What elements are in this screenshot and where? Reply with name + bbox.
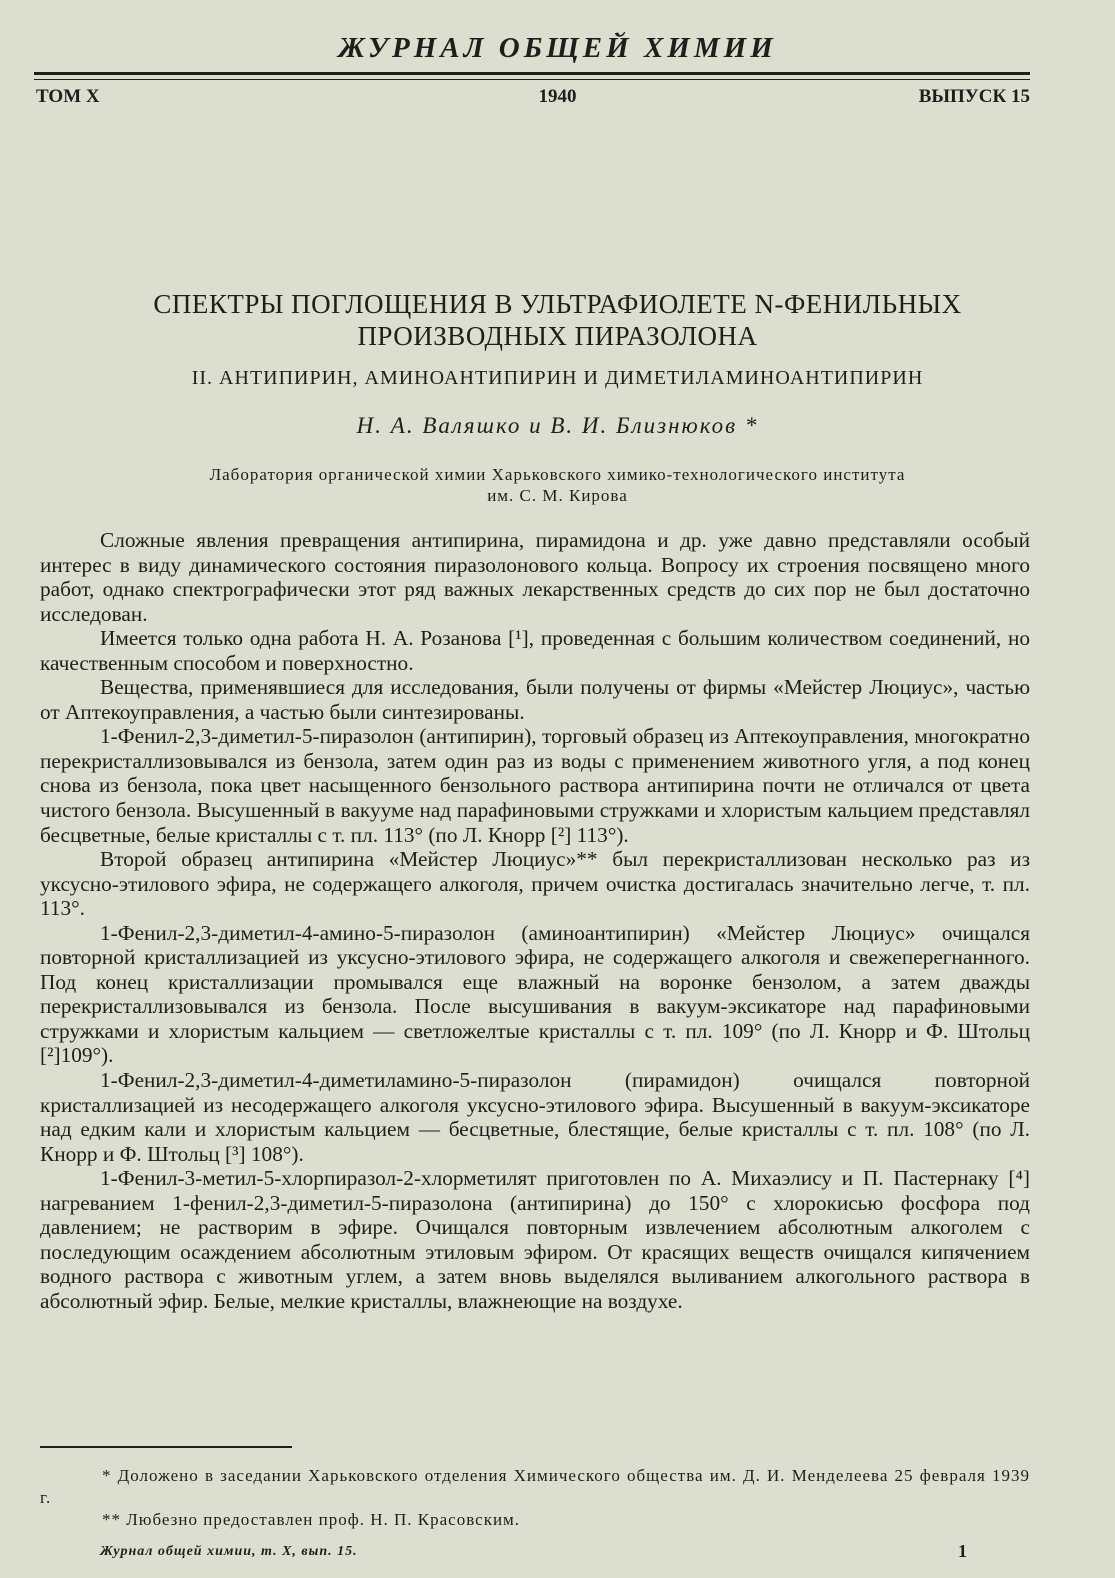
article-subtitle: II. АНТИПИРИН, АМИНОАНТИПИРИН И ДИМЕТИЛАМИНОАНТИПИРИН: [191, 367, 924, 389]
affiliation: [60, 464, 1055, 506]
affiliation-line: им. С. М. Кирова: [487, 486, 628, 505]
footnotes: [40, 1465, 1030, 1531]
paragraph: Вещества, применявшиеся для исследования, были получены от фирмы «Мейстер Люциус», частью от Аптекоуправления, а частью были синтезированы.: [40, 675, 1030, 724]
issue-label: ВЫПУСК 15: [918, 86, 1030, 107]
paragraph: 1-Фенил-2,3-диметил-5-пиразолон (антипирин), торговый образец из Аптекоуправления, многократно перекристаллизовывался из бензола, затем один раз из воды с применением животного угля, а под конец снова из бензола, пока цвет насыщенного бензольного раствора антипирина почти не отличался от цвета чистого бензола. Высушенный в вакууме над парафиновыми стружками и хлористым кальцием представлял бесцветные, белые кристаллы с т. пл. 113° (по Л. Кнорр [²] 113°).: [40, 724, 1030, 847]
article-authors: Н. А. Валяшко и В. И. Близнюков *: [356, 413, 759, 438]
footer-citation: Журнал общей химии, т. X, вып. 15.: [100, 1544, 358, 1559]
page-number: 1: [958, 1541, 967, 1561]
volume-label: ТОМ X: [36, 86, 100, 107]
paragraph: 1-Фенил-3-метил-5-хлорпиразол-2-хлорметилят приготовлен по А. Михаэлису и П. Пастернаку [⁴] нагреванием 1-фенил-2,3-диметил-5-пиразолона (антипирина) до 150° с хлорокисью фосфора под давлением; не растворим в эфире. Очищался повторным извлечением абсолютным алкоголем с последующим осаждением абсолютным этиловым эфиром. От красящих веществ очищался кипячением водного раствора с животным углем, а затем вновь выделялся выливанием алкогольного раствора в абсолютный эфир. Белые, мелкие кристаллы, влажнеющие на воздухе.: [40, 1166, 1030, 1313]
footnote: ** Любезно предоставлен проф. Н. П. Красовским.: [102, 1510, 521, 1529]
article-title-line: СПЕКТРЫ ПОГЛОЩЕНИЯ В УЛЬТРАФИОЛЕТЕ N-ФЕНИЛЬНЫХ: [153, 289, 962, 319]
paragraph: 1-Фенил-2,3-диметил-4-диметиламино-5-пиразолон (пирамидон) очищался повторной кристаллизацией из несодержащего алкоголя уксусно-этилового эфира. Высушенный в вакуум-эксикаторе над едким кали и хлористым кальцием — бесцветные, блестящие, белые кристаллы с т. пл. 108° (по Л. Кнорр и Ф. Штольц [³] 108°).: [40, 1068, 1030, 1166]
article-title: [40, 288, 1075, 352]
journal-title: ЖУРНАЛ ОБЩЕЙ ХИМИИ: [338, 32, 777, 64]
affiliation-line: Лаборатория органической химии Харьковского химико-технологического института: [209, 465, 906, 484]
paragraph: Имеется только одна работа Н. А. Розанова [¹], проведенная с большим количеством соединений, но качественным способом и поверхностно.: [40, 626, 1030, 675]
paragraph: Сложные явления превращения антипирина, пирамидона и др. уже давно представляли особый интерес в виду динамического состояния пиразолонового кольца. Вопросу их строения посвящено много работ, однако спектрографически этот ряд важных лекарственных средств до сих пор не был достаточно исследован.: [40, 528, 1030, 626]
paragraph: 1-Фенил-2,3-диметил-4-амино-5-пиразолон (аминоантипирин) «Мейстер Люциус» очищался повторной кристаллизацией из уксусно-этилового эфира, не содержащего алкоголя и свежеперегнанного. Под конец кристаллизации промывался еще влажный на воронке бензолом, а затем дважды перекристаллизовывался из бензола. После высушивания в вакуум-эксикаторе над парафиновыми стружками и хлористым кальцием — светложелтые кристаллы с т. пл. 109° (по Л. Кнорр и Ф. Штольц [²]109°).: [40, 920, 1030, 1068]
article-body: [40, 528, 1030, 1314]
paragraph: Второй образец антипирина «Мейстер Люциус»** был перекристаллизован несколько раз из уксусно-этилового эфира, не содержащего алкоголя, причем очистка достигалась значительно легче, т. пл. 113°.: [40, 847, 1030, 921]
header-rule-thin: [34, 79, 1030, 80]
footnote-rule: [40, 1446, 292, 1448]
article-title-line: ПРОИЗВОДНЫХ ПИРАЗОЛОНА: [357, 321, 758, 351]
year-label: 1940: [538, 86, 577, 107]
footnote: * Доложено в заседании Харьковского отделения Химического общества им. Д. И. Менделеева 25 февраля 1939 г.: [40, 1466, 1030, 1507]
header-rule-thick: [34, 72, 1030, 75]
